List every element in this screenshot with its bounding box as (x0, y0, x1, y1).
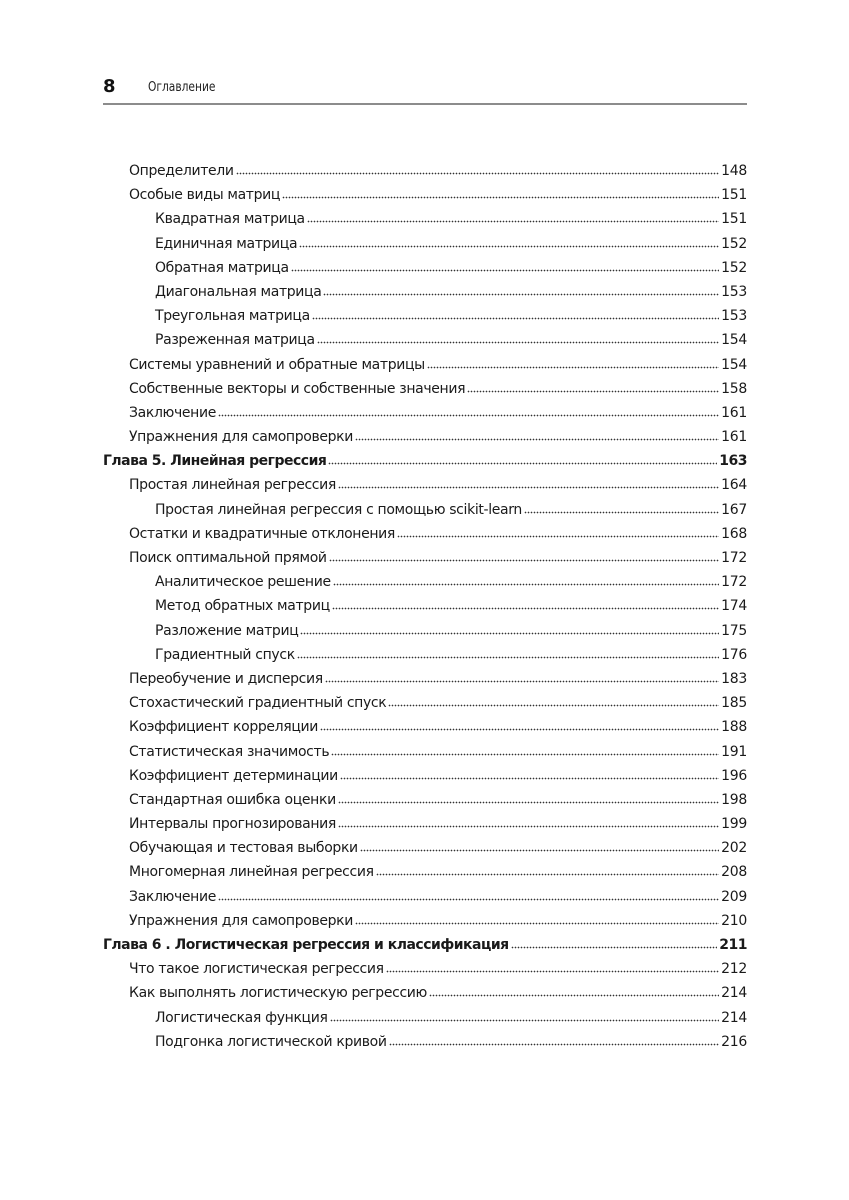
dot-leader (333, 572, 719, 586)
toc-entry-page-number: 214 (721, 1009, 747, 1026)
dot-leader (338, 814, 719, 828)
toc-entry-title: Упражнения для самопроверки (129, 912, 354, 929)
toc-chapter-entry (103, 451, 747, 475)
toc-entry-page-number: 152 (721, 235, 747, 252)
toc-subsection-entry (103, 500, 747, 524)
toc-entry-page-number: 172 (721, 574, 747, 591)
dot-leader (388, 693, 719, 707)
toc-entry-title: Статистическая значимость (129, 743, 330, 760)
toc-section-entry (103, 742, 747, 766)
dot-leader (340, 766, 719, 780)
toc-section-entry (103, 862, 747, 886)
dot-leader (427, 355, 719, 369)
toc-entry-page-number: 174 (721, 598, 747, 615)
dot-leader (332, 596, 719, 610)
toc-entry-title: Как выполнять логистическую регрессию (129, 985, 427, 1002)
toc-entry-page-number: 199 (721, 816, 747, 833)
toc-subsection-entry (103, 306, 747, 330)
dot-leader (330, 1008, 720, 1022)
toc-subsection-entry (103, 1032, 747, 1056)
toc-entry-title: Коэффициент корреляции (129, 719, 319, 736)
header-rule (103, 103, 747, 105)
toc-subsection-entry (103, 621, 747, 645)
toc-section-entry (103, 355, 747, 379)
toc-entry-page-number: 212 (721, 961, 747, 978)
toc-entry-page-number: 154 (721, 356, 747, 373)
toc-subsection-entry (103, 645, 747, 669)
toc-entry-page-number: 208 (721, 864, 747, 881)
toc-section-entry (103, 766, 747, 790)
toc-subsection-entry (103, 234, 747, 258)
dot-leader (291, 258, 720, 272)
toc-entry-title: Разреженная матрица (155, 332, 315, 349)
table-of-contents (103, 161, 747, 1056)
toc-entry-title: Определители (129, 163, 234, 179)
toc-chapter-entry (103, 935, 747, 959)
page-number: 8 (103, 76, 116, 97)
toc-section-entry (103, 959, 747, 983)
dot-leader (297, 645, 719, 659)
dot-leader (236, 161, 720, 175)
dot-leader (511, 935, 718, 949)
toc-subsection-entry (103, 282, 747, 306)
dot-leader (317, 330, 719, 344)
dot-leader (397, 524, 719, 538)
toc-section-entry (103, 814, 747, 838)
toc-entry-page-number: 148 (721, 163, 747, 179)
toc-section-entry (103, 887, 747, 911)
toc-entry-title: Остатки и квадратичные отклонения (129, 525, 395, 542)
dot-leader (300, 621, 719, 635)
dot-leader (329, 548, 720, 562)
toc-entry-title: Квадратная матрица (155, 211, 305, 228)
toc-entry-title: Особые виды матриц (129, 187, 281, 204)
toc-entry-title: Стандартная ошибка оценки (129, 791, 336, 808)
toc-entry-page-number: 161 (721, 404, 747, 421)
dot-leader (467, 379, 719, 393)
dot-leader (338, 790, 719, 804)
toc-entry-page-number: 163 (719, 453, 747, 470)
toc-section-entry (103, 161, 747, 185)
toc-entry-title: Логистическая функция (155, 1009, 328, 1026)
toc-entry-page-number: 211 (719, 937, 747, 953)
dot-leader (389, 1032, 720, 1046)
toc-section-entry (103, 524, 747, 548)
dot-leader (524, 500, 719, 514)
toc-entry-title: Коэффициент детерминации (129, 767, 338, 784)
dot-leader (429, 983, 719, 997)
dot-leader (320, 717, 719, 731)
toc-entry-title: Глава 6 . Логистическая регрессия и классификация (103, 937, 509, 953)
toc-section-entry (103, 185, 747, 209)
toc-section-entry (103, 983, 747, 1007)
toc-entry-title: Системы уравнений и обратные матрицы (129, 356, 425, 373)
toc-entry-title: Стохастический градиентный спуск (129, 695, 387, 712)
toc-entry-page-number: 210 (721, 912, 747, 929)
running-title: Оглавление (148, 80, 216, 95)
toc-entry-title: Глава 5. Линейная регрессия (103, 453, 327, 470)
toc-subsection-entry (103, 258, 747, 282)
dot-leader (282, 185, 719, 199)
toc-entry-title: Поиск оптимальной прямой (129, 550, 327, 566)
toc-entry-title: Диагональная матрица (155, 283, 322, 300)
toc-entry-page-number: 158 (721, 380, 747, 397)
toc-entry-title: Что такое логистическая регрессия (129, 961, 384, 978)
toc-section-entry (103, 790, 747, 814)
toc-entry-title: Подгонка логистической кривой (155, 1033, 387, 1050)
dot-leader (355, 911, 719, 925)
toc-entry-page-number: 161 (721, 429, 747, 446)
toc-entry-page-number: 188 (721, 719, 747, 736)
toc-entry-page-number: 216 (721, 1033, 747, 1050)
toc-subsection-entry (103, 209, 747, 233)
toc-section-entry (103, 548, 747, 572)
toc-entry-title: Интервалы прогнозирования (129, 816, 336, 833)
toc-entry-page-number: 153 (721, 308, 747, 325)
dot-leader (299, 234, 719, 248)
toc-entry-page-number: 164 (721, 477, 747, 494)
toc-section-entry (103, 475, 747, 499)
toc-entry-title: Разложение матриц (155, 622, 299, 639)
toc-entry-page-number: 153 (721, 283, 747, 300)
toc-subsection-entry (103, 596, 747, 620)
toc-entry-page-number: 151 (721, 211, 747, 228)
toc-entry-page-number: 191 (721, 743, 747, 760)
toc-subsection-entry (103, 1008, 747, 1032)
toc-entry-title: Простая линейная регрессия (129, 477, 336, 494)
toc-entry-title: Упражнения для самопроверки (129, 429, 354, 446)
dot-leader (355, 427, 719, 441)
toc-entry-page-number: 167 (721, 501, 747, 518)
toc-section-entry (103, 669, 747, 693)
toc-section-entry (103, 427, 747, 451)
toc-entry-page-number: 185 (721, 695, 747, 712)
dot-leader (218, 403, 719, 417)
toc-entry-title: Заключение (129, 404, 216, 421)
toc-section-entry (103, 693, 747, 717)
toc-entry-page-number: 209 (721, 888, 747, 905)
toc-entry-page-number: 183 (721, 670, 747, 687)
dot-leader (328, 451, 717, 465)
toc-entry-page-number: 151 (721, 187, 747, 204)
toc-entry-page-number: 168 (721, 525, 747, 542)
dot-leader (338, 475, 719, 489)
toc-entry-page-number: 172 (721, 550, 747, 566)
page-header (103, 76, 747, 104)
toc-entry-title: Заключение (129, 888, 216, 905)
toc-entry-title: Треугольная матрица (155, 308, 310, 325)
dot-leader (331, 742, 719, 756)
dot-leader (323, 282, 719, 296)
dot-leader (218, 887, 719, 901)
toc-entry-title: Собственные векторы и собственные значения (129, 380, 466, 397)
toc-subsection-entry (103, 572, 747, 596)
toc-entry-page-number: 152 (721, 259, 747, 276)
toc-section-entry (103, 379, 747, 403)
toc-section-entry (103, 717, 747, 741)
toc-entry-title: Обучающая и тестовая выборки (129, 840, 358, 857)
toc-entry-title: Метод обратных матриц (155, 598, 330, 615)
toc-section-entry (103, 911, 747, 935)
toc-subsection-entry (103, 330, 747, 354)
dot-leader (360, 838, 719, 852)
dot-leader (376, 862, 719, 876)
toc-entry-title: Обратная матрица (155, 259, 289, 276)
toc-entry-title: Многомерная линейная регрессия (129, 864, 374, 881)
toc-entry-page-number: 196 (721, 767, 747, 784)
dot-leader (312, 306, 719, 320)
toc-entry-page-number: 176 (721, 646, 747, 663)
toc-entry-page-number: 154 (721, 332, 747, 349)
toc-section-entry (103, 403, 747, 427)
dot-leader (307, 209, 719, 223)
toc-entry-page-number: 198 (721, 791, 747, 808)
toc-entry-title: Аналитическое решение (155, 574, 331, 591)
dot-leader (386, 959, 719, 973)
toc-entry-title: Переобучение и дисперсия (129, 670, 323, 687)
toc-entry-page-number: 202 (721, 840, 747, 857)
toc-entry-title: Единичная матрица (155, 235, 298, 252)
toc-entry-page-number: 175 (721, 622, 747, 639)
dot-leader (325, 669, 719, 683)
toc-entry-page-number: 214 (721, 985, 747, 1002)
toc-entry-title: Простая линейная регрессия с помощью scikit-learn (155, 501, 522, 518)
toc-section-entry (103, 838, 747, 862)
toc-entry-title: Градиентный спуск (155, 646, 295, 663)
